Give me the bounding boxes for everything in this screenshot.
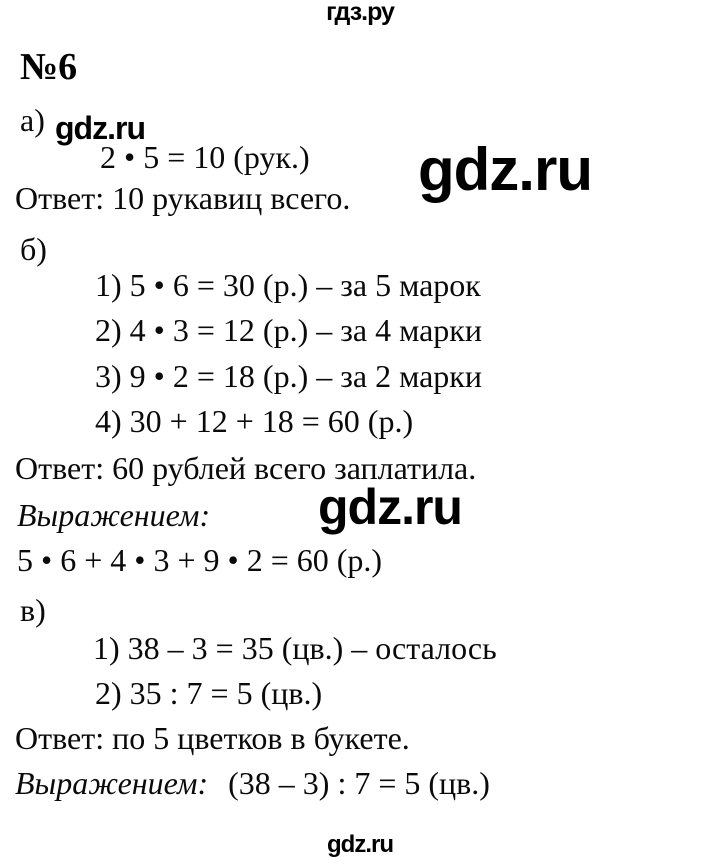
part-v-step-1: 1) 38 – 3 = 35 (цв.) – осталось (93, 630, 497, 666)
part-b-expression: 5 • 6 + 4 • 3 + 9 • 2 = 60 (р.) (17, 542, 383, 578)
site-watermark-middle-b: gdz.ru (318, 479, 462, 535)
problem-number: №6 (20, 46, 78, 88)
part-b-answer: Ответ: 60 рублей всего заплатила. (15, 450, 477, 486)
site-watermark-large-a: gdz.ru (418, 136, 592, 203)
part-b-step-4: 4) 30 + 12 + 18 = 60 (р.) (95, 403, 414, 439)
part-v-answer: Ответ: по 5 цветков в букете. (15, 720, 410, 756)
part-a-answer: Ответ: 10 рукавиц всего. (15, 180, 351, 216)
site-watermark-top: гдз.ру (326, 0, 394, 26)
part-b-expression-label: Выражением: (17, 497, 211, 533)
part-v-label: в) (20, 592, 46, 628)
part-v-step-2: 2) 35 : 7 = 5 (цв.) (95, 675, 323, 711)
part-v-expression: (38 – 3) : 7 = 5 (цв.) (228, 765, 490, 801)
site-watermark-bottom: gdz.ru (327, 831, 393, 858)
part-b-label: б) (20, 231, 47, 267)
part-v-expression-line (15, 767, 490, 799)
site-watermark-inline-a: gdz.ru (55, 110, 145, 146)
part-a-equation: 2 • 5 = 10 (рук.) (100, 139, 310, 175)
part-b-step-2: 2) 4 • 3 = 12 (р.) – за 4 марки (95, 312, 482, 348)
part-b-step-1: 1) 5 • 6 = 30 (р.) – за 5 марок (95, 267, 481, 303)
part-v-expression-label: Выражением: (15, 765, 209, 801)
part-a-label: а) (20, 102, 45, 138)
part-b-step-3: 3) 9 • 2 = 18 (р.) – за 2 марки (95, 358, 482, 394)
